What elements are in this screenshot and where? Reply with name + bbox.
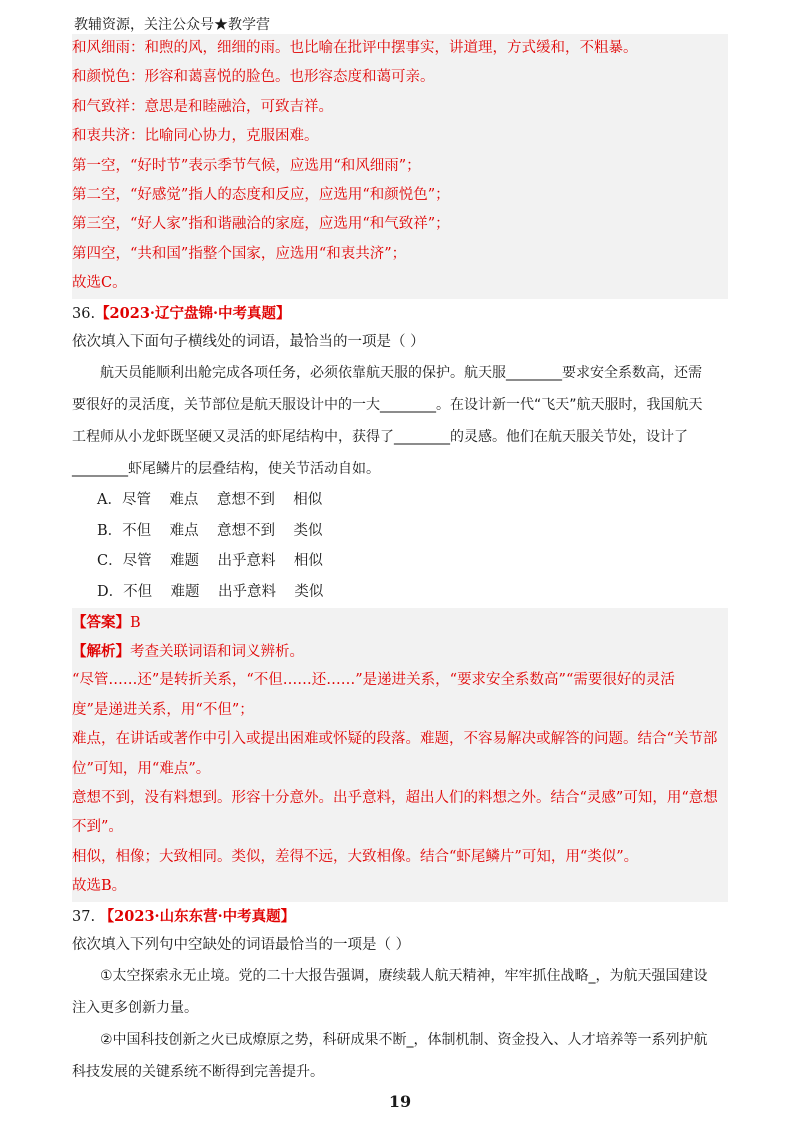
answer-label: 【答案】 — [72, 613, 130, 631]
analysis-title-line — [72, 637, 728, 666]
question-source: 【2023·山东东营·中考真题】 — [99, 907, 296, 925]
analysis-line: 位”可知，用“难点”。 — [72, 760, 211, 777]
passage-line: 工程师从小龙虾既坚硬又灵活的虾尾结构中，获得了________的灵感。他们在航天服关节处，设计了 — [72, 429, 688, 446]
option-c: C．尽管 难题 出乎意料 相似 — [97, 553, 323, 570]
analysis-line: 和气致祥：意思是和睦融洽，可致吉祥。 — [72, 98, 333, 115]
analysis-line: 第二空，“好感觉”指人的态度和反应，应选用“和颜悦色”； — [72, 186, 450, 203]
answer-value: B — [130, 614, 141, 631]
analysis-line: 意想不到，没有料想到。形容十分意外。出乎意料，超出人们的料想之外。结合“灵感”可知，用“意想 — [72, 790, 718, 807]
analysis-line: “尽管……还”是转折关系，“不但……还……”是递进关系，“要求安全系数高”“需要很好的灵活 — [72, 672, 675, 689]
stem-text: 的一项是（ ） — [333, 333, 425, 350]
analysis-intro: 考查关联词语和词义辨析。 — [130, 644, 304, 661]
page-header — [72, 12, 728, 35]
analysis-line: 和颜悦色：形容和蔼喜悦的脸色。也形容态度和蔼可亲。 — [72, 69, 435, 86]
page-content — [72, 34, 728, 1088]
analysis-line: 故选B。 — [72, 878, 127, 895]
question-number: 36. — [72, 305, 96, 322]
passage-line: ________虾尾鳞片的层叠结构，使关节活动自如。 — [72, 461, 380, 478]
analysis-line: 第四空，“共和国”指整个国家，应选用“和衷共济”； — [72, 245, 407, 262]
analysis-line: 第三空，“好人家”指和谐融洽的家庭，应选用“和气致祥”； — [72, 216, 450, 233]
question-37-title — [72, 902, 728, 931]
passage-line: 要很好的灵活度，关节部位是航天服设计中的一大________。在设计新一代“飞天”航天服时，我国航天 — [72, 397, 703, 414]
page-number: 19 — [388, 1092, 412, 1111]
emphasized-words: · · · 最恰当 — [290, 334, 334, 350]
passage-line: 注入更多创新力量。 — [72, 1000, 198, 1017]
passage-line: 航天员能顺利出舱完成各项任务，必须依靠航天服的保护。航天服________要求安全系数高，还需 — [100, 365, 702, 382]
q36-answer-block — [72, 608, 728, 902]
option-a: A．尽管 难点 意想不到 相似 — [97, 492, 323, 509]
analysis-label: 【解析】 — [72, 643, 130, 661]
question-source: 【2023·辽宁盘锦·中考真题】 — [95, 304, 291, 322]
option-b: B．不但 难点 意想不到 类似 — [97, 522, 323, 539]
header-text: 教辅资源，关注公众号★教学营 — [74, 17, 270, 33]
analysis-line: 第一空，“好时节”表示季节气候，应选用“和风细雨”； — [72, 157, 421, 174]
question-number: 37. — [72, 908, 96, 925]
analysis-line: 不到”。 — [72, 819, 123, 836]
analysis-line: 度”是递进关系，用“不但”； — [72, 701, 254, 718]
analysis-line: 故选C。 — [72, 275, 127, 292]
passage-line: ①太空探索永无止境。党的二十大报告强调，赓续载人航天精神，牢牢抓住战略_，为航天强国建设 — [100, 968, 708, 985]
passage-line: ②中国科技创新之火已成燎原之势，科研成果不断_，体制机制、资金投入、人才培养等一系列护航 — [100, 1032, 708, 1049]
option-d: D．不但 难题 出乎意料 类似 — [97, 584, 324, 601]
analysis-line: 和风细雨：和煦的风，细细的雨。也比喻在批评中摆事实，讲道理，方式缓和，不粗暴。 — [72, 40, 638, 56]
analysis-line: 难点，在讲话或著作中引入或提出困难或怀疑的段落。难题，不容易解决或解答的问题。结合“关节部 — [72, 731, 718, 748]
passage-line: 科技发展的关键系统不断得到完善提升。 — [72, 1064, 324, 1081]
question-36-title — [72, 299, 728, 328]
stem-text: 依次填入下面句子横线处的词语， — [72, 333, 290, 350]
q35-analysis-block — [72, 34, 728, 299]
answer-line — [72, 608, 728, 637]
question-37-stem: 依次填入下列句中空缺处的词语最恰当的一项是（ ） — [72, 936, 411, 953]
analysis-line: 相似，相像；大致相同。类似，差得不远，大致相像。结合“虾尾鳞片”可知，用“类似”。 — [72, 848, 639, 865]
analysis-line: 和衷共济：比喻同心协力，克服困难。 — [72, 128, 319, 145]
question-36-stem — [72, 328, 728, 357]
